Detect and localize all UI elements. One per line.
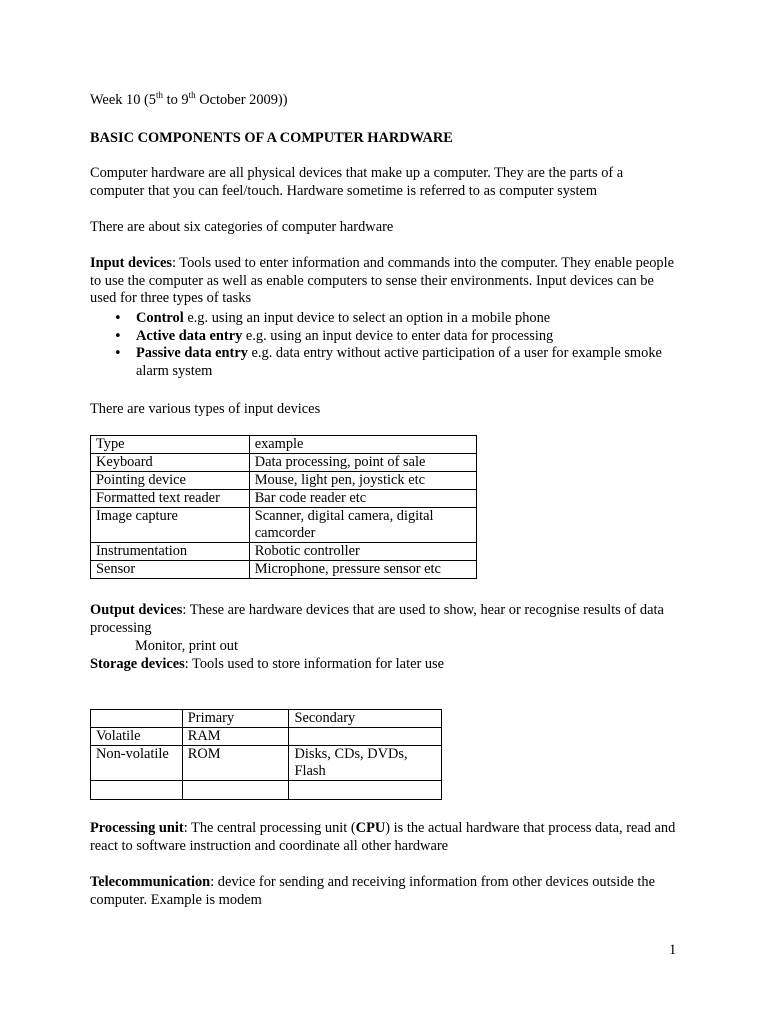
task-list <box>90 310 680 380</box>
page-number: 1 <box>669 942 677 958</box>
page-title: BASIC COMPONENTS OF A COMPUTER HARDWARE <box>90 130 453 146</box>
table-row: Keyboard Data processing, point of sale <box>91 454 477 472</box>
storage-devices-paragraph: Storage devices: Tools used to store information for later use <box>90 656 445 672</box>
week-header: Week 10 (5th to 9th October 2009)) <box>90 90 288 108</box>
input-devices-term: Input devices <box>90 255 172 271</box>
table-row: Volatile RAM <box>91 728 442 746</box>
table-row <box>91 781 442 800</box>
table-row: Image capture Scanner, digital camera, digital camcorder <box>91 508 477 543</box>
list-item: • Passive data entry e.g. data entry without active participation of a user for example smoke alarm system <box>90 345 680 380</box>
processing-unit-paragraph: Processing unit: The central processing unit (CPU) is the actual hardware that process data, read and react to software instruction and coordinate all other hardware <box>90 820 676 854</box>
output-examples: Monitor, print out <box>135 638 238 654</box>
storage-table <box>90 709 442 800</box>
table-row: Primary Secondary <box>91 710 442 728</box>
intro-paragraph: Computer hardware are all physical devices that make up a computer. They are the parts of a computer that you can feel/touch. Hardware sometime is referred to as computer system <box>90 165 624 199</box>
table-row: Instrumentation Robotic controller <box>91 543 477 561</box>
list-item: • Control e.g. using an input device to select an option in a mobile phone <box>90 310 680 328</box>
table-row: Type example <box>91 436 477 454</box>
telecommunication-paragraph: Telecommunication: device for sending and receiving information from other devices outside the computer. Example is modem <box>90 874 655 908</box>
output-devices-term: Output devices <box>90 602 183 618</box>
processing-unit-term: Processing unit <box>90 820 184 836</box>
storage-devices-term: Storage devices <box>90 656 185 672</box>
input-devices-paragraph: Input devices: Tools used to enter information and commands into the computer. They enable people to use the computer as well as enable computers to sense their environments. Input devices can be used for three types of tasks <box>90 255 674 306</box>
input-types-paragraph: There are various types of input devices <box>90 401 321 417</box>
list-item: • Active data entry e.g. using an input device to enter data for processing <box>90 328 680 346</box>
output-devices-paragraph: Output devices: These are hardware devices that are used to show, hear or recognise results of data processing <box>90 602 664 636</box>
table-row: Sensor Microphone, pressure sensor etc <box>91 561 477 579</box>
categories-paragraph: There are about six categories of computer hardware <box>90 219 394 235</box>
telecommunication-term: Telecommunication <box>90 874 211 890</box>
table-row: Pointing device Mouse, light pen, joystick etc <box>91 472 477 490</box>
input-devices-table <box>90 435 477 579</box>
table-row: Formatted text reader Bar code reader etc <box>91 490 477 508</box>
table-row: Non-volatile ROM Disks, CDs, DVDs, Flash <box>91 746 442 781</box>
